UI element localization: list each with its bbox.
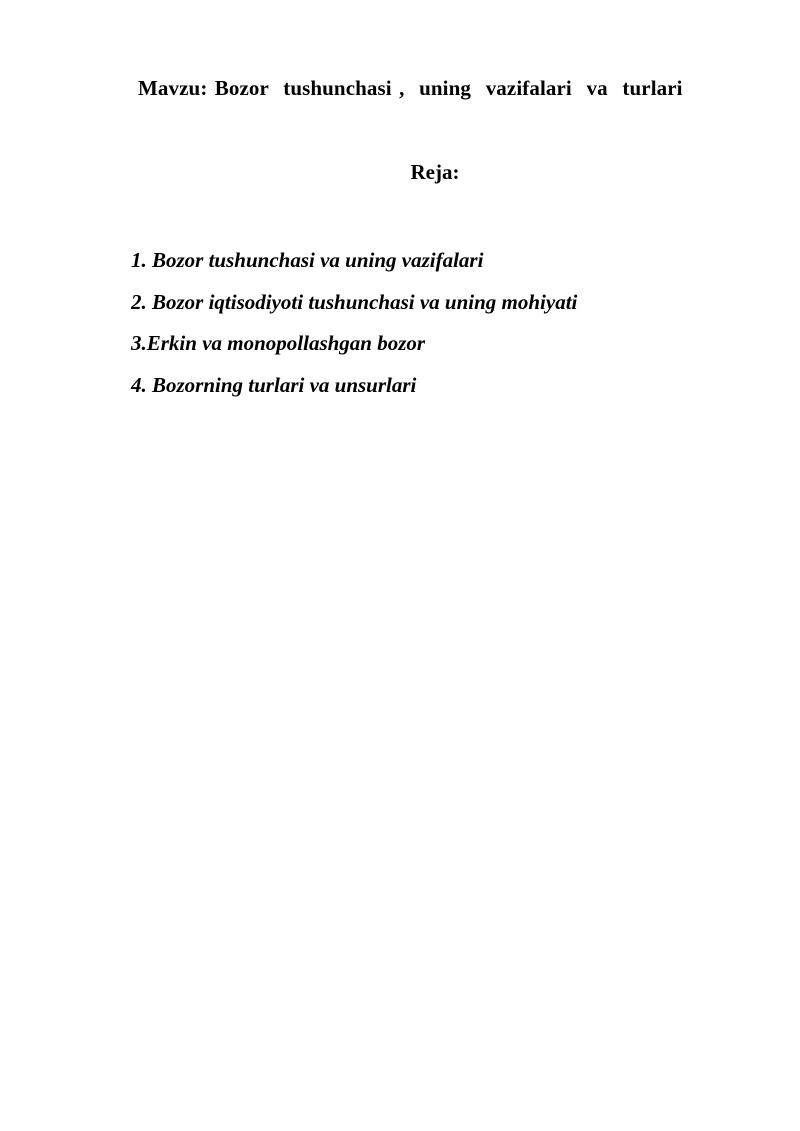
plan-item-2: 2. Bozor iqtisodiyoti tushunchasi va uning mohiyati: [131, 289, 578, 314]
document-title: Mavzu: Bozor tushunchasi , uning vazifalari va turlari: [138, 76, 683, 100]
plan-heading: Reja:: [410, 160, 460, 184]
plan-item-1: 1. Bozor tushunchasi va uning vazifalari: [131, 248, 484, 272]
plan-item-3: 3.Erkin va monopollashgan bozor: [131, 331, 426, 355]
plan-list: [131, 240, 577, 406]
plan-item-4: 4. Bozorning turlari va unsurlari: [131, 372, 417, 397]
